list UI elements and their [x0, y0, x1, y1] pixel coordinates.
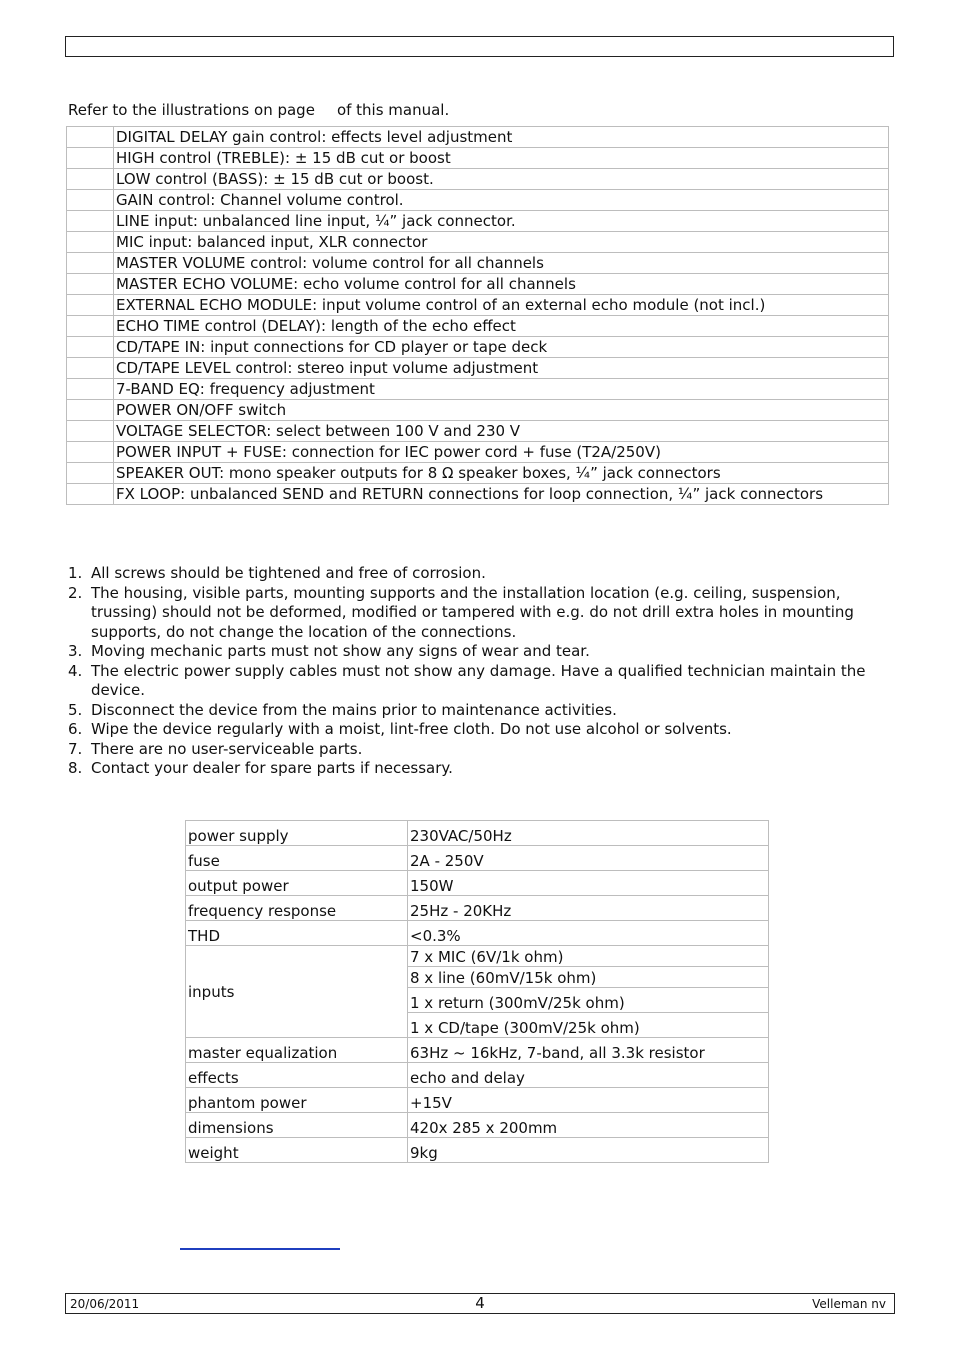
table-row: [186, 921, 769, 946]
table-row: [186, 846, 769, 871]
list-item-number: 7.: [68, 739, 83, 758]
specifications-table: [185, 820, 769, 1163]
control-description: LINE input: unbalanced line input, ¼” jack connector.: [114, 211, 889, 232]
control-description: CD/TAPE LEVEL control: stereo input volume adjustment: [114, 358, 889, 379]
table-row: [186, 1138, 769, 1163]
spec-value: 8 x line (60mV/15k ohm): [408, 967, 769, 988]
item-number-cell: [67, 295, 114, 316]
table-row: [67, 232, 889, 253]
spec-value: 63Hz ~ 16kHz, 7-band, all 3.3k resistor: [408, 1038, 769, 1063]
item-number-cell: [67, 190, 114, 211]
item-number-cell: [67, 484, 114, 505]
list-item-number: 3.: [68, 642, 83, 660]
item-number-cell: [67, 442, 114, 463]
table-row: [67, 148, 889, 169]
footer-date: 20/06/2011: [70, 1297, 140, 1311]
list-item: [68, 662, 888, 701]
item-number-cell: [67, 127, 114, 148]
spec-label: power supply: [186, 821, 408, 846]
spec-value: +15V: [408, 1088, 769, 1113]
control-description: DIGITAL DELAY gain control: effects level adjustment: [114, 127, 889, 148]
item-number-cell: [67, 316, 114, 337]
spec-label: master equalization: [186, 1038, 408, 1063]
item-number-cell: [67, 421, 114, 442]
spec-label: dimensions: [186, 1113, 408, 1138]
list-item-text: Contact your dealer for spare parts if necessary.: [91, 759, 453, 777]
intro-text: [68, 101, 449, 119]
table-row: [67, 379, 889, 400]
item-number-cell: [67, 379, 114, 400]
table-row: [67, 127, 889, 148]
list-item: [68, 720, 888, 740]
list-item-text: The housing, visible parts, mounting supports and the installation location (e.g. ceiling, suspension, trussing) should not be deformed, modified or tampered with e.g. do not drill extra holes in mounting supports, do not change the location of the connections.: [91, 583, 854, 641]
table-row: [67, 484, 889, 505]
spec-value: echo and delay: [408, 1063, 769, 1088]
control-description: MIC input: balanced input, XLR connector: [114, 232, 889, 253]
spec-label: effects: [186, 1063, 408, 1088]
control-description: CD/TAPE IN: input connections for CD player or tape deck: [114, 337, 889, 358]
list-item: [68, 701, 888, 721]
control-description: VOLTAGE SELECTOR: select between 100 V and 230 V: [114, 421, 889, 442]
control-description: GAIN control: Channel volume control.: [114, 190, 889, 211]
list-item: [68, 564, 888, 584]
table-row: [186, 821, 769, 846]
list-item-number: 2.: [68, 583, 83, 602]
table-row: [67, 295, 889, 316]
list-item-text: Disconnect the device from the mains prior to maintenance activities.: [91, 700, 617, 719]
spec-value: <0.3%: [408, 921, 769, 946]
spec-value: 1 x return (300mV/25k ohm): [408, 988, 769, 1013]
table-row: [67, 190, 889, 211]
control-description: 7-BAND EQ: frequency adjustment: [114, 379, 889, 400]
spec-value: 2A - 250V: [408, 846, 769, 871]
spec-label: frequency response: [186, 896, 408, 921]
control-description: FX LOOP: unbalanced SEND and RETURN connections for loop connection, ¼” jack connectors: [114, 484, 889, 505]
list-item: [68, 584, 888, 643]
item-number-cell: [67, 253, 114, 274]
table-row: [186, 1063, 769, 1088]
page-number: 4: [475, 1294, 485, 1312]
list-item-number: 4.: [68, 661, 83, 680]
control-description: ECHO TIME control (DELAY): length of the echo effect: [114, 316, 889, 337]
spec-value: 7 x MIC (6V/1k ohm): [408, 946, 769, 967]
spec-value: 9kg: [408, 1138, 769, 1163]
control-description: SPEAKER OUT: mono speaker outputs for 8 Ω speaker boxes, ¼” jack connectors: [114, 463, 889, 484]
spec-label: inputs: [186, 946, 408, 1038]
control-description: MASTER ECHO VOLUME: echo volume control for all channels: [114, 274, 889, 295]
list-item-text: All screws should be tightened and free of corrosion.: [91, 564, 486, 582]
list-item: [68, 759, 888, 779]
spec-label: output power: [186, 871, 408, 896]
table-row: [67, 463, 889, 484]
table-row: [67, 253, 889, 274]
spec-value: 230VAC/50Hz: [408, 821, 769, 846]
spec-value: 25Hz - 20KHz: [408, 896, 769, 921]
list-item-number: 6.: [68, 720, 83, 738]
intro-before: Refer to the illustrations on page: [68, 101, 315, 119]
item-number-cell: [67, 211, 114, 232]
table-row: [186, 896, 769, 921]
maintenance-list: [68, 564, 888, 779]
item-number-cell: [67, 400, 114, 421]
table-row: [67, 316, 889, 337]
item-number-cell: [67, 169, 114, 190]
spec-label: phantom power: [186, 1088, 408, 1113]
list-item: [68, 740, 888, 760]
table-row: [67, 274, 889, 295]
spec-value: 150W: [408, 871, 769, 896]
list-item-number: 1.: [68, 564, 83, 582]
table-row: [67, 400, 889, 421]
table-row: [186, 946, 769, 967]
table-row: [186, 871, 769, 896]
item-number-cell: [67, 274, 114, 295]
spec-label: weight: [186, 1138, 408, 1163]
page-footer: [65, 1293, 895, 1314]
list-item-number: 5.: [68, 700, 83, 719]
item-number-cell: [67, 463, 114, 484]
intro-after: of this manual.: [336, 101, 450, 119]
controls-table: [66, 126, 889, 505]
table-row: [186, 1113, 769, 1138]
list-item-text: The electric power supply cables must not show any damage. Have a qualified technician maintain the device.: [91, 661, 866, 699]
spec-value: 420x 285 x 200mm: [408, 1113, 769, 1138]
table-row: [67, 337, 889, 358]
item-number-cell: [67, 337, 114, 358]
control-description: MASTER VOLUME control: volume control for all channels: [114, 253, 889, 274]
control-description: POWER INPUT + FUSE: connection for IEC power cord + fuse (T2A/250V): [114, 442, 889, 463]
item-number-cell: [67, 232, 114, 253]
list-item-text: There are no user-serviceable parts.: [91, 739, 363, 758]
footer-company: Velleman nv: [812, 1297, 886, 1311]
table-row: [67, 211, 889, 232]
spec-label: THD: [186, 921, 408, 946]
table-row: [186, 1038, 769, 1063]
table-row: [67, 421, 889, 442]
spec-value: 1 x CD/tape (300mV/25k ohm): [408, 1013, 769, 1038]
list-item-text: Wipe the device regularly with a moist, lint-free cloth. Do not use alcohol or solvents.: [91, 720, 732, 738]
table-row: [67, 358, 889, 379]
item-number-cell: [67, 148, 114, 169]
control-description: LOW control (BASS): ± 15 dB cut or boost.: [114, 169, 889, 190]
header-frame: [65, 36, 894, 57]
control-description: HIGH control (TREBLE): ± 15 dB cut or boost: [114, 148, 889, 169]
table-row: [67, 442, 889, 463]
control-description: EXTERNAL ECHO MODULE: input volume control of an external echo module (not incl.): [114, 295, 889, 316]
list-item: [68, 642, 888, 662]
table-row: [67, 169, 889, 190]
list-item-number: 8.: [68, 759, 83, 777]
list-item-text: Moving mechanic parts must not show any signs of wear and tear.: [91, 642, 590, 660]
hyperlink-underline[interactable]: [180, 1248, 340, 1250]
spec-label: fuse: [186, 846, 408, 871]
table-row: [186, 1088, 769, 1113]
item-number-cell: [67, 358, 114, 379]
control-description: POWER ON/OFF switch: [114, 400, 889, 421]
